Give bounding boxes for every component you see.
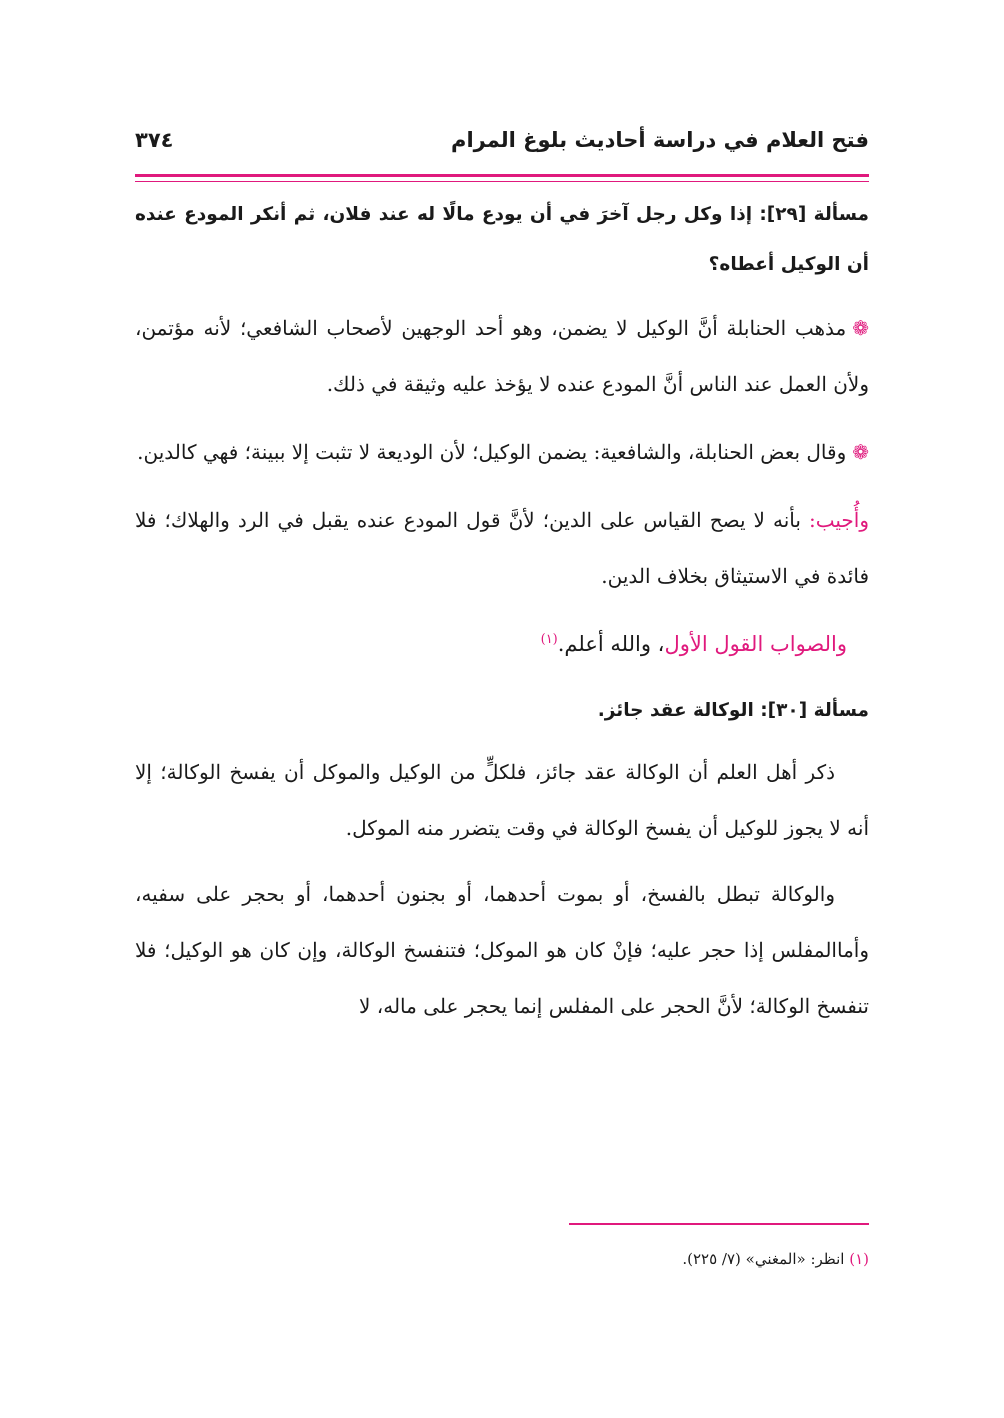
- paragraph-other-view: [135, 424, 869, 480]
- header-rule-thin: [135, 181, 869, 182]
- paragraph-hanbali-view: [135, 300, 869, 412]
- conclusion-correct-view: والصواب القول الأول: [664, 632, 847, 656]
- page-number: ٣٧٤: [135, 128, 174, 152]
- paragraph-agency-contract: ذكر أهل العلم أن الوكالة عقد جائز، فلكلٍّ من الوكيل والموكل أن يفسخ الوكالة؛ إلا أنه لا يجوز للوكيل أن يفسخ الوكالة في وقت يتضرر منه الموكل.: [135, 760, 869, 840]
- response-label: وأُجيب:: [809, 508, 870, 532]
- issue-30-label: مسألة [٣٠]:: [760, 700, 869, 721]
- conclusion: [135, 612, 869, 672]
- issue-30-text: الوكالة عقد جائز.: [597, 700, 754, 721]
- paragraph-hanbali-text: مذهب الحنابلة أنَّ الوكيل لا يضمن، وهو أحد الوجهين لأصحاب الشافعي؛ لأنه مؤتمن، ولأن العمل عند الناس أنَّ المودع عنده لا يؤخذ عليه وثيقة في ذلك.: [135, 316, 869, 396]
- issue-29-label: مسألة [٢٩]:: [759, 204, 869, 225]
- flower-bullet-icon: ❁: [852, 440, 869, 464]
- footnote: [135, 1248, 869, 1270]
- header-rule-thick: [135, 174, 869, 177]
- running-header: [135, 128, 869, 164]
- issue-29-text: إذا وكل رجل آخرَ في أن يودع مالًا له عند فلان، ثم أنكر المودع عنده أن الوكيل أعطاه؟: [135, 204, 869, 275]
- main-content: [135, 190, 869, 1034]
- paragraph-response: [135, 492, 869, 604]
- paragraph-other-text: وقال بعض الحنابلة، والشافعية: يضمن الوكيل؛ لأن الوديعة لا تثبت إلا ببينة؛ فهي كالدين.: [137, 440, 847, 464]
- book-title: فتح العلام في دراسة أحاديث بلوغ المرام: [451, 128, 869, 152]
- issue-29-heading: [135, 190, 869, 290]
- footnote-reference: (١): [540, 632, 558, 647]
- paragraph-agency-termination: والوكالة تبطل بالفسخ، أو بموت أحدهما، أو بجنون أحدهما، أو بحجر على سفيه، وأماالمفلس إذا حجر عليه؛ فإنْ كان هو الموكل؛ فتنفسخ الوكالة، وإن كان هو الوكيل؛ فلا تنفسخ الوكالة؛ لأنَّ الحجر على المفلس إنما يحجر على ماله، لا: [135, 882, 869, 1018]
- footnote-rule: [569, 1223, 869, 1225]
- issue-30-heading: [135, 686, 869, 736]
- flower-bullet-icon: ❁: [852, 316, 869, 340]
- conclusion-rest: ، والله أعلم.: [557, 632, 665, 656]
- response-text: بأنه لا يصح القياس على الدين؛ لأنَّ قول المودع عنده يقبل في الرد والهلاك؛ فلا فائدة في الاستيثاق بخلاف الدين.: [135, 508, 869, 588]
- footnote-number: (١): [849, 1250, 869, 1268]
- footnote-text: انظر: «المغني» (٧/ ٢٢٥).: [682, 1250, 845, 1268]
